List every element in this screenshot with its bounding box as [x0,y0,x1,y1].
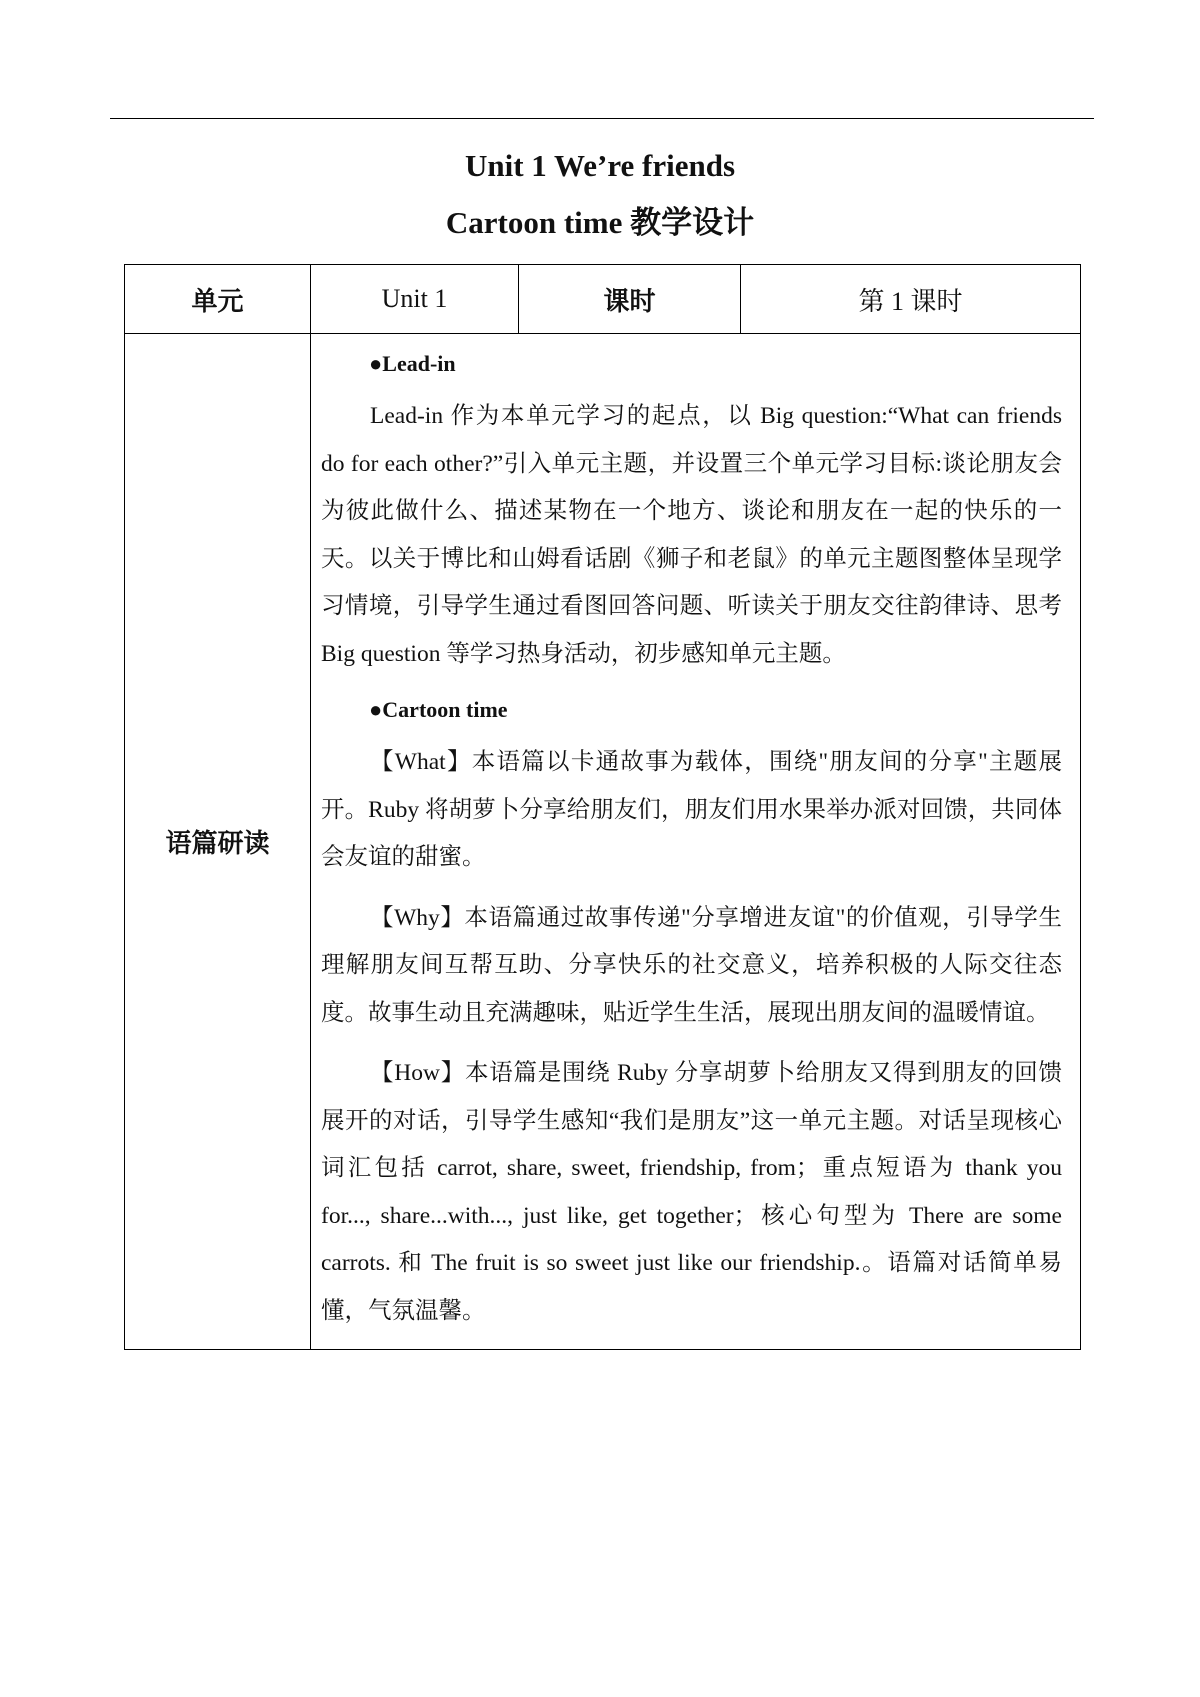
header-rule [110,118,1094,119]
unit-value-cell: Unit 1 [311,265,519,334]
document-subtitle: Cartoon time 教学设计 [445,205,755,240]
lesson-plan-table [124,264,1081,1350]
lead-in-heading: ●Lead-in [369,351,456,376]
how-paragraph: 【How】本语篇是围绕 Ruby 分享胡萝卜给朋友又得到朋友的回馈展开的对话，引导学生感知“我们是朋友”这一单元主题。对话呈现核心词汇包括 carrot, share, sweet, friendship, from；重点短语为 thank you for..., share...with..., just like, get together；核心句型为 There are some carrots. 和 The fruit is so sweet just like our friendship.。语篇对话简单易懂，气氛温馨。 [321,1060,1062,1324]
table-header-row [125,265,1081,334]
table-body-row [125,334,1081,1350]
lead-in-paragraph: Lead-in 作为本单元学习的起点，以 Big question:“What can friends do for each other?”引入单元主题，并设置三个单元学习目标:谈论朋友会为彼此做什么、描述某物在一个地方、谈论和朋友在一起的快乐的一天。以关于博比和山姆看话剧《狮子和老鼠》的单元主题图整体呈现学习情境，引导学生通过看图回答问题、听读关于朋友交往韵律诗、思考 Big question 等学习热身活动，初步感知单元主题。 [321,403,1062,667]
what-paragraph: 【What】本语篇以卡通故事为载体，围绕"朋友间的分享"主题展开。Ruby 将胡萝卜分享给朋友们，朋友们用水果举办派对回馈，共同体会友谊的甜蜜。 [321,749,1062,870]
section-content-cell [311,334,1081,1350]
unit-label-cell: 单元 [125,265,311,334]
why-paragraph: 【Why】本语篇通过故事传递"分享增进友谊"的价值观，引导学生理解朋友间互帮互助、分享快乐的社交意义，培养积极的人际交往态度。故事生动且充满趣味，贴近学生生活，展现出朋友间的温暖情谊。 [321,904,1062,1026]
document-title: Unit 1 We’re friends [464,148,736,183]
period-value-cell: 第 1 课时 [741,265,1081,334]
cartoon-time-heading: ●Cartoon time [369,697,508,722]
section-label-cell: 语篇研读 [125,334,311,1350]
period-label-cell: 课时 [519,265,741,334]
